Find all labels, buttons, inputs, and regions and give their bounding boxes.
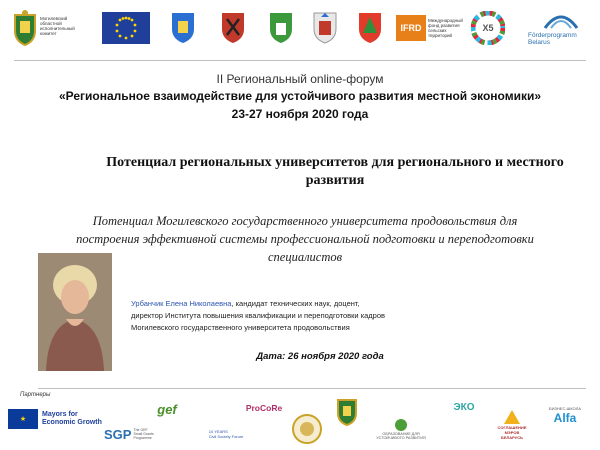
section-title: Потенциал региональных университетов для регионального и местного развития: [106, 155, 564, 188]
forum-dates: 23-27 ноября 2020 года: [231, 107, 369, 121]
forum-title: «Региональное взаимодействие для устойчивого развития местной экономики»: [58, 89, 542, 103]
ifrd-logo: IFRD Международный фонд развития сельских территорий: [396, 8, 468, 48]
education-sustainable-development-logo: ОБРАЗОВАНИЕ ДЛЯ УСТОЙЧИВОГО РАЗВИТИЯ: [366, 414, 436, 444]
coat-of-arms-tree-icon: [355, 8, 385, 48]
speaker-degree: , кандидат технических наук, доцент,: [231, 299, 360, 308]
eu-flag-small-icon: ★: [8, 409, 38, 429]
mogilev-region-emblem-icon: [10, 8, 40, 48]
speaker-info: [131, 298, 551, 334]
partners-divider: [38, 388, 586, 389]
procore-logo: ProCoRe: [245, 403, 283, 413]
regional-committee-label: Могилевский областной исполнительный комитет: [40, 16, 75, 36]
coat-of-arms-blue-icon: [168, 8, 198, 48]
coat-of-arms-red-icon: [218, 8, 248, 48]
forum-edition: II Региональный online-форум: [216, 72, 384, 86]
alfa-business-school-logo: БИЗНЕС-ШКОЛА Alfa: [548, 405, 581, 425]
speaker-university: Могилевского государственного университета продовольствия: [131, 323, 350, 332]
university-emblem-icon: [290, 412, 324, 446]
eu-flag-icon: [102, 8, 150, 48]
mayors-for-economic-growth-logo: ★ Mayors for Economic Growth: [8, 404, 104, 434]
covenant-of-mayors-belarus-logo: СОГЛАШЕНИЕ МЭРОВ БЕЛАРУСЬ: [492, 404, 532, 444]
speaker-name: Урбанчик Елена Николаевна: [131, 299, 232, 308]
speaker-photo: [38, 253, 112, 371]
speaker-position: директор Института повышения квалификации и переподготовки кадров: [131, 311, 386, 320]
forderprogramm-belarus-logo: Förderprogramm Belarus: [528, 8, 594, 48]
sdg-wheel-icon: [470, 8, 506, 48]
mogilev-emblem-small-icon: [332, 396, 362, 428]
civil-society-forum-logo: 10 YEARS Civil Society Forum: [208, 429, 244, 439]
header-divider: [14, 60, 586, 61]
svg-text:X5: X5: [482, 23, 494, 33]
gef-logo: gef: [157, 401, 177, 417]
sgp-logo: SGP The GEF Small Grants Programme: [104, 426, 154, 442]
coat-of-arms-castle-icon: [310, 8, 340, 48]
header-logos-bar: [0, 0, 600, 58]
report-title: Потенциал Могилевского государственного университета продовольствия для построения эффективной системы профессиональной подготовки и переподготовки специалистов: [76, 214, 534, 264]
eko-logo: ЭКО: [453, 401, 475, 413]
partners-label: Партнеры: [20, 392, 51, 398]
presentation-date: Дата: 26 ноября 2020 года: [256, 351, 384, 362]
coat-of-arms-green-icon: [266, 8, 296, 48]
